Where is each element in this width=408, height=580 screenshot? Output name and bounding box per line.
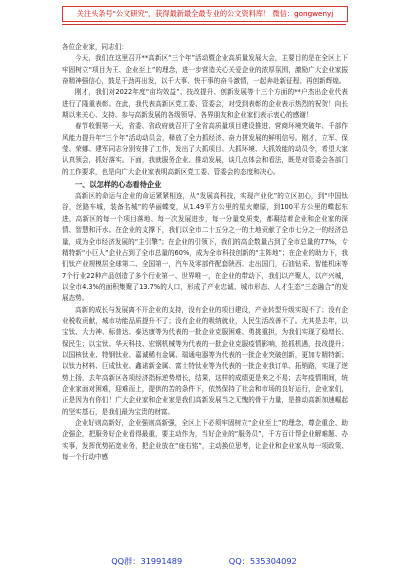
paragraph-2: 刚才，我们对2022年度“亩均效益”、技改提升、创新发展等十三个方面的**户杰出企业代表进行了隆重表彰。在此，我代表高新区党工委、管委会，对受到表彰的企业表示热烈的祝贺！向长期以来关心、支持、参与高新发展的各级领导、各界朋友和企业家们表示衷心的感谢！: [62, 88, 348, 120]
paragraph-3: 春节收假第一天，省委、省政府就召开了全省高质量项目建设推进、营商环境突破年、千部作风能力提升年“三个年”活动动员会，释放了全力抓经济、奋力拼发展的鲜明信号。刚才，立军、保莹、荣娜、建军同志分别安排了工作，发出了大抓项目、大抓环境、大抓效能的动员令，希望大家认真领会，抓好落实。下面，我就服务企业、推动发展，谈几点体会和看法，既是对管委会各部门的工作要求，也是向广大企业家表明高新区党工委、管委会的态度和决心。: [62, 122, 348, 176]
section-heading-1: 一、以怎样的心态看待企业: [75, 180, 162, 190]
paragraph-1: 今天，我们在这里召开**高新区“三个年”活动暨企业高质量发展大会，主要目的是在全区上下牢固树立“项目为王、企业至上”的理念，进一步营造关心关爱企业的浓厚氛围，激励广大企业家振奋精神强信心，鼓足干劲再出发，以千大事、快干事的奋斗激情，一起奔赴新征程、再创新辉煌。: [62, 54, 348, 86]
paragraph-4: 高新区的命运与企业的命运紧紧相连，从“发展高科技，实现产业化”的立区初心，到“中国钛谷，丝路车城，装备名城”的华丽蝶变，从1.49平方公里的星火燎原，到100平方公里的蝶起东进，高新区的每一个项目落地、每一次发展进步，每一分量变质变，都凝结着企业和企业家的深情、智慧和汗水。在企业的支撑下，我们以全市二十五分之一的土地贡献了全市七分之一的经济总量，成为全市经济发展的“主引擎”；在企业的引领下，我们的高企数量占到了全市总量的77%，专精特新“小巨人”企业占到了全市总量的60%，成为全市科技创新的“主阵地”；在企业的助力下，我们钛产业规模居全球第二、全国第一，汽车及零部件配套陕西、走出国门，石油钻采、智能机床等7个行业22种产品创造了多个行业第一、世界唯一，在企业的带动下，我们以产聚人，以产兴城，以全市4.3%的面积集聚了13.7%的人口，形成了产业忠诚、城市形态、人才生态“三态融合”的发展态势。: [62, 192, 348, 303]
paragraph-6: 企业好则高新好，企业强则高新强，全区上下必须牢固树立“企业至上”的理念，尊企重企、助企强企，把服务好企业看得最重，要主动作为，当好企业的“服务员”，千方百计帮企业解难题、办实事，发挥优势拓宽业务，把企业放在“座右铭”，主动换位思考，让企业和企业家从每一项政策、每一个行动中感: [62, 419, 348, 462]
greeting: 各位企业家，同志们：: [62, 43, 128, 51]
footer-qq: QQ：535304092: [228, 556, 297, 566]
footer-contact: [0, 556, 408, 570]
header-banner: 关注头条号"公文研究"，获得最新最全最专业的公文资料库！ 微信：gongwenyj: [62, 6, 348, 22]
header-divider: [62, 24, 346, 25]
footer-qq-group: QQ群：31991489: [111, 556, 183, 566]
paragraph-5: 高新的成长与发展离不开企业的支持，没有企业的项目建设，产业转型升级实现不了；没有企业税收贡献，城市功能品质提升不了；没有企业的吸纳就业，人民生活改善不了。尤其是去年，以宝钛、大力神、标普达、泰达康等为代表的一批企业克服困难、勇挑重担，为我们实现了稳增长、保民生；以宝钛、华天科技、宏钢机械等为代表的一批企业克服疫情影响，抢抓机遇，技改提升；以国核钛业、特钢钛业、嘉诚稀有金属、瑞通电器等为代表的一批企业突破创新，更加专精特新；以钛力材料、巨成钛业、鑫诺新金属、富士特钛业等为代表的一批企业我订单、拓销路，实现了逆势上扬，去年高新区各项经济指标逆势增长，结果，这样的成绩更是来之不易；去年疫情期间，统企业家面对困难，迎难而上，提供的苦的条件下，依然保持了社会和市场的良好运行，企业家们，正是因为有你们！广大企业家和企业家是我们高新发展当之无愧的骨干力量，是推动高新加速崛起的坚实基石，是我们最为宝贵的财富。: [62, 305, 348, 416]
document-body: [62, 42, 348, 463]
